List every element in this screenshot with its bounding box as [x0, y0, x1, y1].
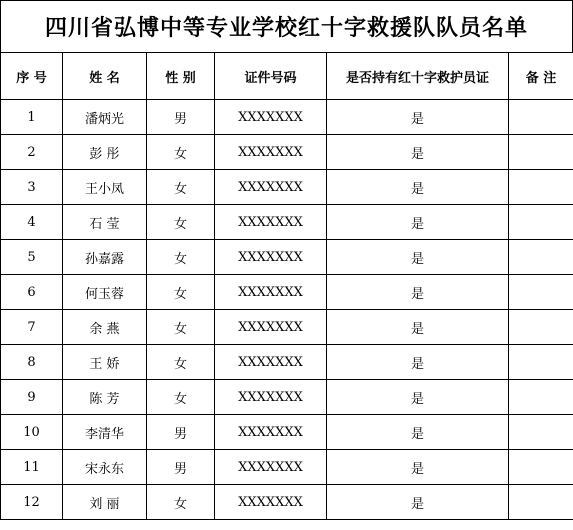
cell-remark	[509, 310, 573, 345]
header-cert: 是否持有红十字救护员证	[327, 53, 509, 100]
cell-gender: 女	[147, 170, 215, 205]
cell-id: XXXXXXX	[215, 275, 327, 310]
cell-id: XXXXXXX	[215, 135, 327, 170]
roster-table	[0, 52, 573, 520]
cell-name: 宋永东	[63, 450, 147, 485]
cell-gender: 女	[147, 485, 215, 520]
cell-gender: 女	[147, 380, 215, 415]
cell-cert: 是	[327, 205, 509, 240]
cell-gender: 女	[147, 135, 215, 170]
cell-seq: 7	[1, 310, 63, 345]
cell-remark	[509, 415, 573, 450]
cell-cert: 是	[327, 310, 509, 345]
cell-gender: 女	[147, 205, 215, 240]
cell-cert: 是	[327, 485, 509, 520]
table-row	[1, 275, 573, 310]
cell-seq: 9	[1, 380, 63, 415]
table-row	[1, 310, 573, 345]
cell-seq: 5	[1, 240, 63, 275]
cell-remark	[509, 345, 573, 380]
cell-seq: 1	[1, 100, 63, 135]
cell-id: XXXXXXX	[215, 310, 327, 345]
cell-remark	[509, 485, 573, 520]
cell-id: XXXXXXX	[215, 170, 327, 205]
header-id: 证件号码	[215, 53, 327, 100]
cell-name: 彭 彤	[63, 135, 147, 170]
cell-gender: 女	[147, 275, 215, 310]
cell-seq: 11	[1, 450, 63, 485]
cell-gender: 女	[147, 240, 215, 275]
document-title: 四川省弘博中等专业学校红十字救援队队员名单	[0, 0, 573, 52]
header-name: 姓 名	[63, 53, 147, 100]
cell-seq: 2	[1, 135, 63, 170]
table-row	[1, 240, 573, 275]
cell-name: 何玉蓉	[63, 275, 147, 310]
cell-name: 石 莹	[63, 205, 147, 240]
cell-cert: 是	[327, 450, 509, 485]
cell-cert: 是	[327, 240, 509, 275]
cell-cert: 是	[327, 100, 509, 135]
table-row	[1, 170, 573, 205]
table-row	[1, 485, 573, 520]
cell-cert: 是	[327, 345, 509, 380]
cell-remark	[509, 205, 573, 240]
cell-seq: 10	[1, 415, 63, 450]
cell-seq: 8	[1, 345, 63, 380]
cell-id: XXXXXXX	[215, 100, 327, 135]
cell-name: 王 娇	[63, 345, 147, 380]
cell-cert: 是	[327, 415, 509, 450]
cell-name: 余 燕	[63, 310, 147, 345]
cell-remark	[509, 275, 573, 310]
table-row	[1, 450, 573, 485]
cell-name: 李清华	[63, 415, 147, 450]
cell-cert: 是	[327, 135, 509, 170]
table-row	[1, 135, 573, 170]
cell-name: 王小凤	[63, 170, 147, 205]
cell-seq: 6	[1, 275, 63, 310]
cell-id: XXXXXXX	[215, 485, 327, 520]
header-remark: 备 注	[509, 53, 573, 100]
cell-cert: 是	[327, 275, 509, 310]
cell-name: 陈 芳	[63, 380, 147, 415]
cell-remark	[509, 450, 573, 485]
header-gender: 性 别	[147, 53, 215, 100]
cell-id: XXXXXXX	[215, 345, 327, 380]
cell-id: XXXXXXX	[215, 415, 327, 450]
cell-id: XXXXXXX	[215, 380, 327, 415]
table-row	[1, 205, 573, 240]
cell-seq: 3	[1, 170, 63, 205]
cell-remark	[509, 380, 573, 415]
table-row	[1, 345, 573, 380]
cell-id: XXXXXXX	[215, 240, 327, 275]
cell-seq: 12	[1, 485, 63, 520]
cell-cert: 是	[327, 170, 509, 205]
table-row	[1, 415, 573, 450]
cell-gender: 男	[147, 415, 215, 450]
header-row	[1, 53, 573, 100]
cell-remark	[509, 240, 573, 275]
header-seq: 序 号	[1, 53, 63, 100]
cell-id: XXXXXXX	[215, 205, 327, 240]
table-row	[1, 100, 573, 135]
cell-seq: 4	[1, 205, 63, 240]
cell-remark	[509, 135, 573, 170]
cell-id: XXXXXXX	[215, 450, 327, 485]
cell-gender: 女	[147, 345, 215, 380]
cell-gender: 女	[147, 310, 215, 345]
cell-gender: 男	[147, 100, 215, 135]
cell-name: 刘 丽	[63, 485, 147, 520]
cell-cert: 是	[327, 380, 509, 415]
cell-name: 潘炳光	[63, 100, 147, 135]
cell-remark	[509, 100, 573, 135]
cell-name: 孙嘉露	[63, 240, 147, 275]
table-row	[1, 380, 573, 415]
cell-gender: 男	[147, 450, 215, 485]
cell-remark	[509, 170, 573, 205]
